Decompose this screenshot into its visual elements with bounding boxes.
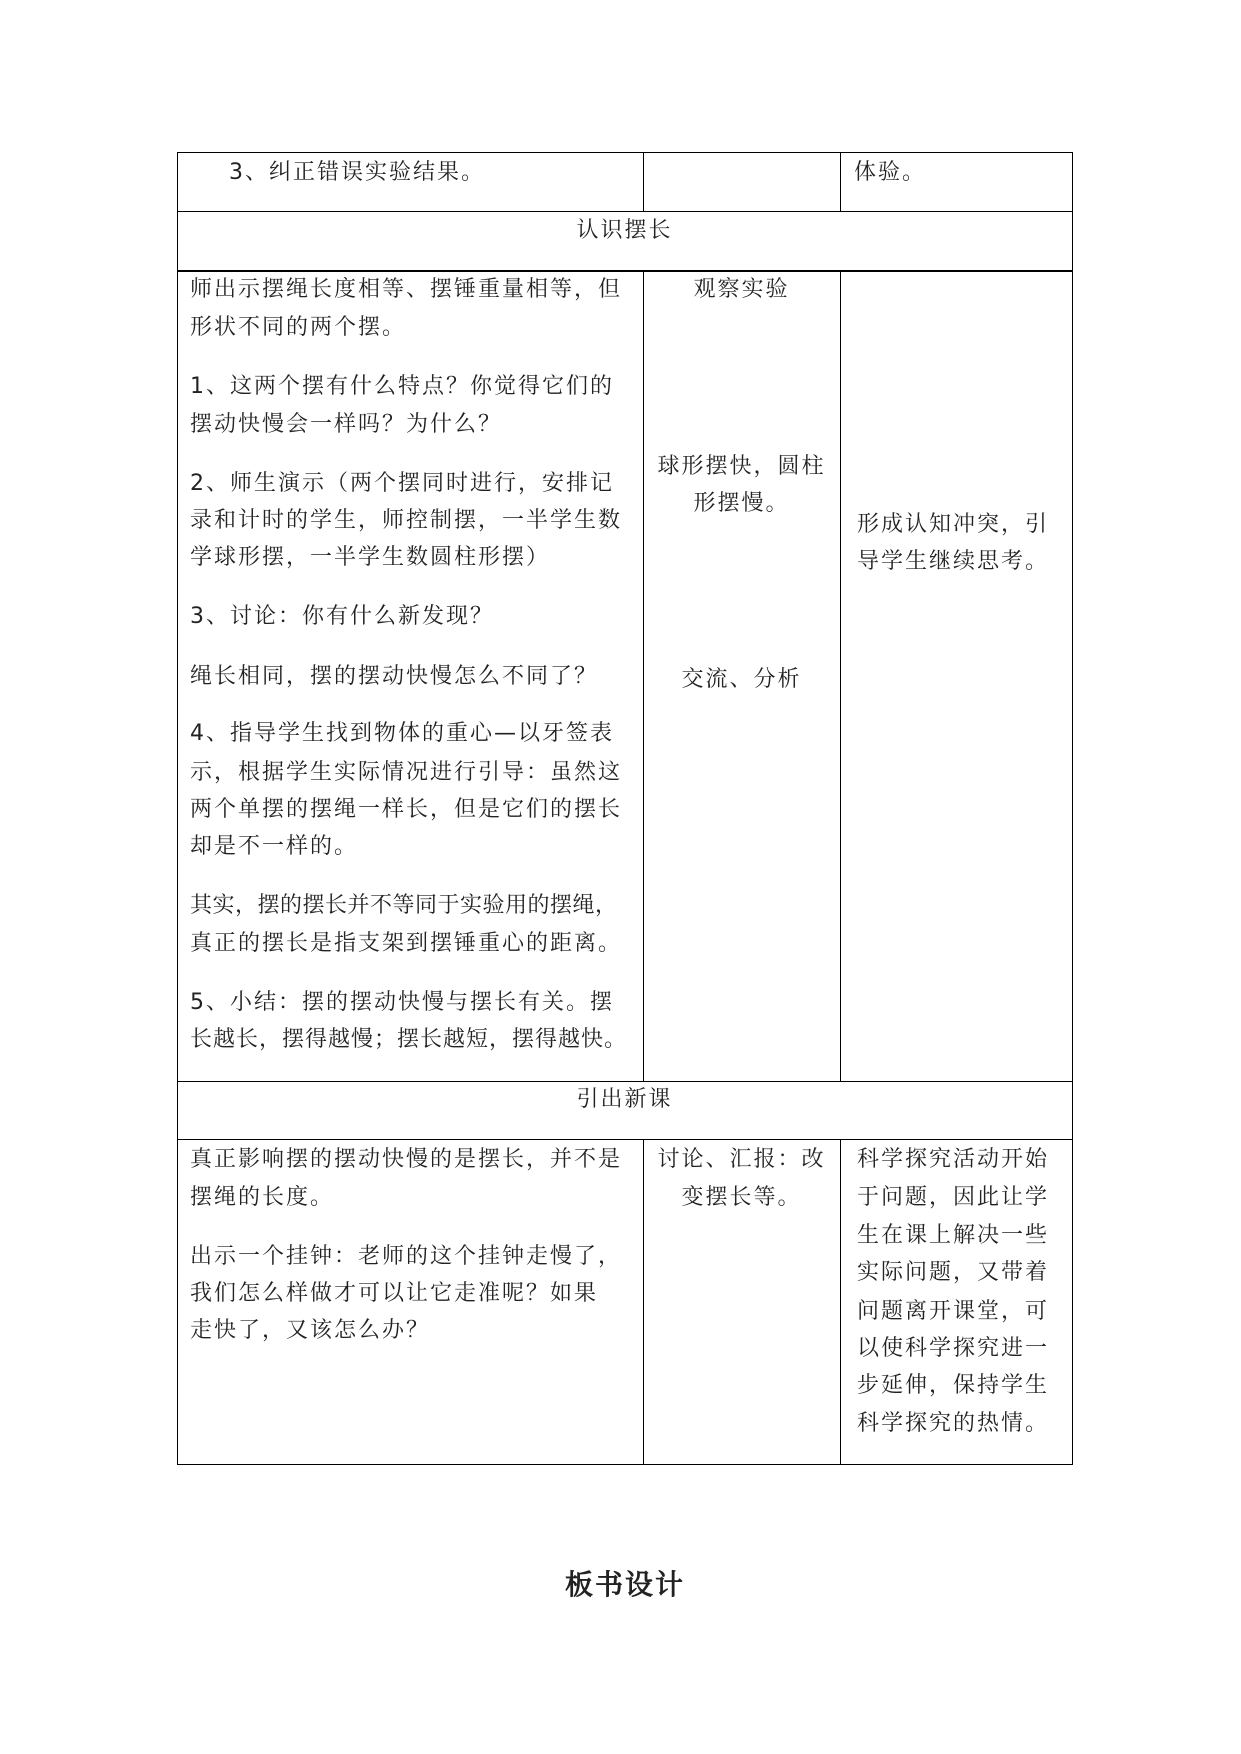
row-divider [177, 1139, 1073, 1140]
col-divider [643, 152, 644, 211]
cell-line: 形摆慢。 [693, 491, 790, 516]
cell-line: 以使科学探究进一 [857, 1336, 1050, 1361]
cell-line: 交流、分析 [681, 667, 802, 692]
cell-line: 出示一个挂钟：老师的这个挂钟走慢了， [190, 1244, 623, 1269]
cell-text: 体验。 [854, 160, 927, 185]
cell-line: 录和计时的学生，师控制摆，一半学生数 [190, 508, 623, 533]
row-divider [177, 211, 1073, 212]
cell-line: 步延伸，保持学生 [857, 1373, 1050, 1398]
cell-line: 却是不一样的。 [190, 834, 359, 859]
cell-line: 真正的摆长是指支架到摆锤重心的距离。 [190, 931, 623, 956]
cell-line: 示，根据学生实际情况进行引导：虽然这 [190, 760, 623, 785]
section-heading: 板书设计 [564, 1568, 685, 1601]
section-title: 认识摆长 [576, 218, 673, 243]
cell-line: 真正影响摆的摆动快慢的是摆长，并不是 [190, 1147, 623, 1172]
col-divider [840, 271, 841, 1081]
table-border [177, 1464, 1073, 1465]
cell-line: 两个单摆的摆绳一样长，但是它们的摆长 [190, 797, 623, 822]
cell-line: 生在课上解决一些 [857, 1223, 1050, 1248]
cell-line: 摆绳的长度。 [190, 1185, 335, 1210]
table-border [177, 152, 1073, 153]
cell-line: 长越长，摆得越慢；摆长越短，摆得越快。 [190, 1027, 628, 1052]
table-border [1072, 152, 1073, 1465]
cell-text: 3、纠正错误实验结果。 [229, 160, 485, 185]
col-divider [840, 1139, 841, 1464]
cell-line: 绳长相同，摆的摆动快慢怎么不同了？ [190, 664, 599, 689]
cell-line: 学球形摆，一半学生数圆柱形摆） [190, 545, 551, 570]
row-divider [177, 1081, 1073, 1082]
cell-line: 球形摆快，圆柱 [657, 454, 826, 479]
cell-line: 1、这两个摆有什么特点？你觉得它们的 [190, 374, 614, 399]
cell-line: 问题离开课堂，可 [857, 1299, 1050, 1324]
cell-line: 我们怎么样做才可以让它走准呢？如果 [190, 1281, 599, 1306]
cell-line: 变摆长等。 [681, 1185, 802, 1210]
cell-line: 4、指导学生找到物体的重心—以牙签表 [190, 721, 614, 746]
row-divider [177, 270, 1073, 272]
col-divider [840, 152, 841, 211]
cell-line: 形成认知冲突，引 [857, 512, 1050, 537]
table-border [177, 152, 178, 1465]
cell-line: 2、师生演示（两个摆同时进行，安排记 [190, 471, 614, 496]
cell-line: 摆动快慢会一样吗？为什么？ [190, 412, 503, 437]
cell-line: 师出示摆绳长度相等、摆锤重量相等，但 [190, 277, 623, 302]
cell-line: 科学探究活动开始 [857, 1147, 1050, 1172]
cell-line: 其实，摆的摆长并不等同于实验用的摆绳， [190, 893, 618, 918]
cell-line: 3、讨论：你有什么新发现？ [190, 604, 494, 629]
cell-line: 于问题，因此让学 [857, 1185, 1050, 1210]
cell-line: 实际问题，又带着 [857, 1260, 1050, 1285]
cell-line: 形状不同的两个摆。 [190, 315, 407, 340]
cell-line: 导学生继续思考。 [857, 549, 1050, 574]
section-title: 引出新课 [576, 1087, 673, 1112]
cell-line: 走快了，又该怎么办？ [190, 1318, 431, 1343]
cell-line: 5、小结：摆的摆动快慢与摆长有关。摆 [190, 990, 614, 1015]
cell-line: 科学探究的热情。 [857, 1411, 1050, 1436]
cell-line: 观察实验 [693, 277, 790, 302]
cell-line: 讨论、汇报：改 [657, 1147, 826, 1172]
